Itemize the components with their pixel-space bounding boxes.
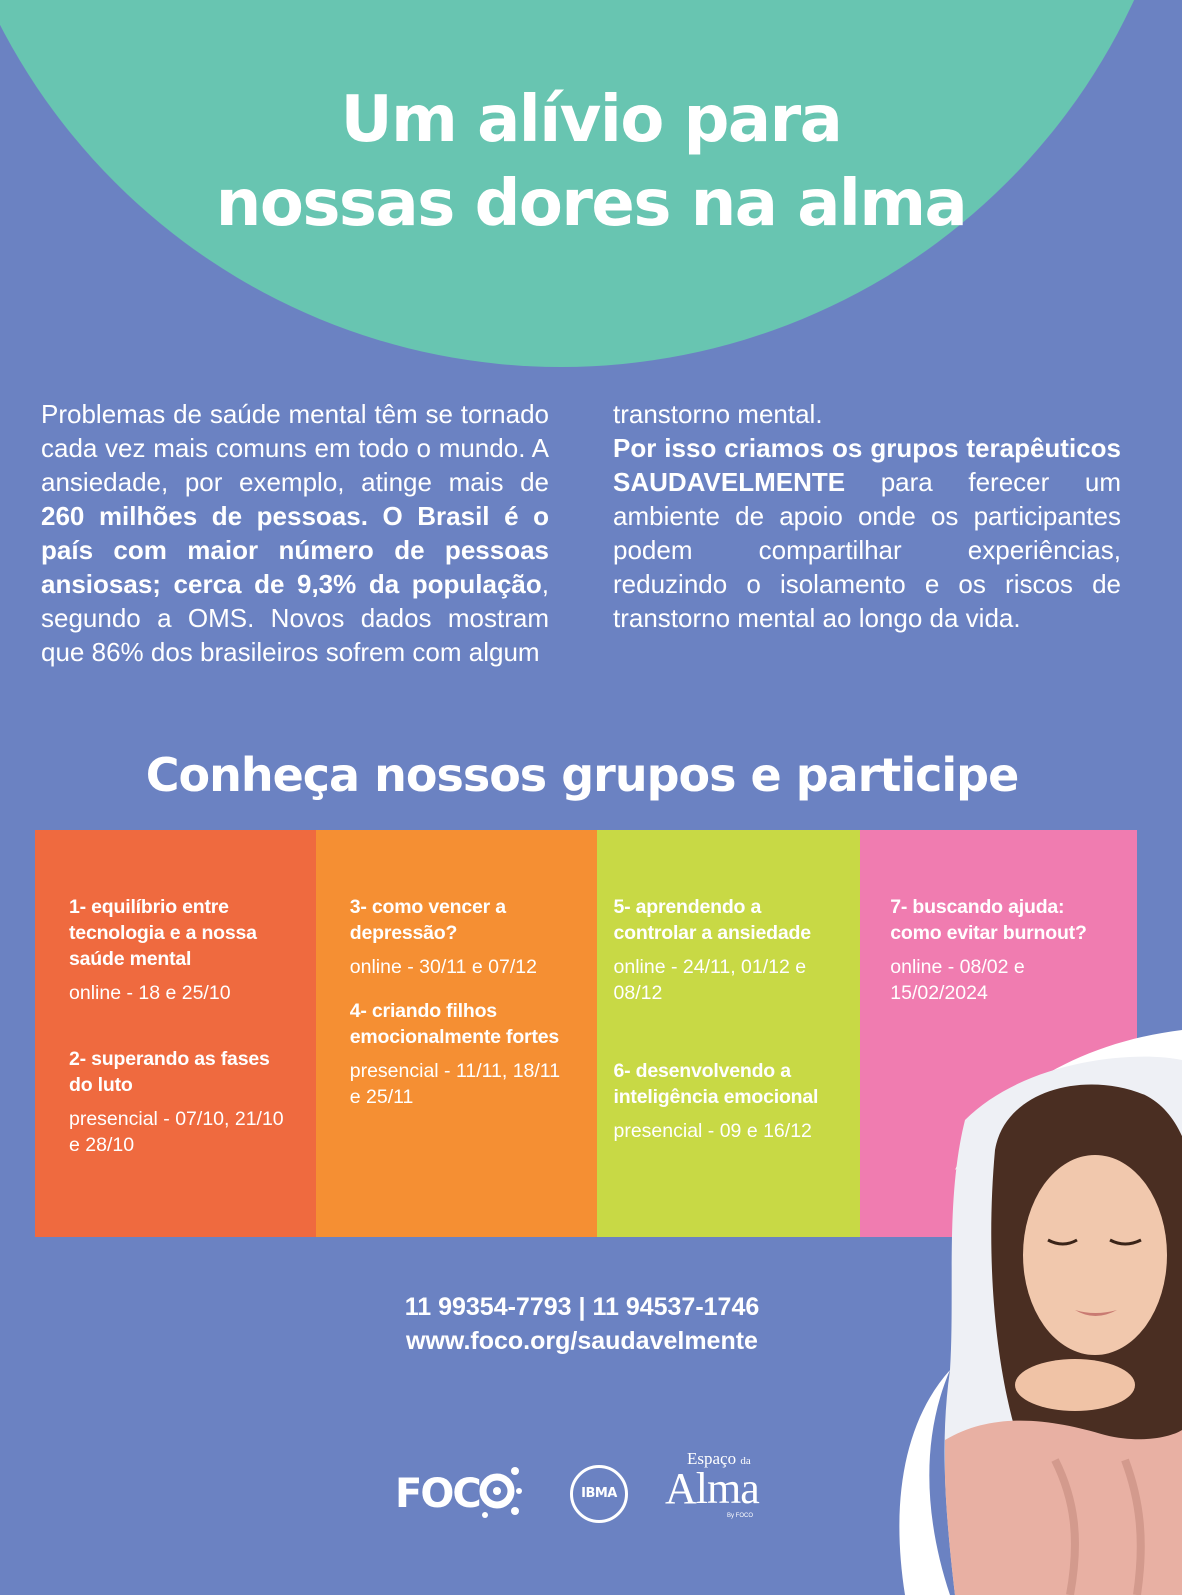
alma-logo-by: By FOCO: [727, 1513, 754, 1519]
group-item[interactable]: [350, 894, 573, 980]
alma-logo-main: Alma: [665, 1464, 759, 1513]
intro-left-column: [41, 397, 549, 669]
group-column-2: [316, 830, 597, 1237]
group-item[interactable]: [69, 894, 292, 1006]
group-date: presencial - 09 e 16/12: [613, 1120, 812, 1142]
espaco-da-alma-logo: [665, 1445, 775, 1525]
contact-info: [0, 1290, 1164, 1358]
group-item[interactable]: [614, 894, 837, 1006]
group-name: 3- como vencer a depressão?: [349, 896, 506, 944]
group-name: 6- desenvolvendo a inteligência emocional: [613, 1060, 819, 1108]
phone-numbers[interactable]: 11 99354-7793 | 11 94537-1746: [404, 1293, 760, 1321]
section-title: Conheça nossos grupos e participe: [145, 748, 1019, 802]
page-title: [0, 78, 1182, 246]
group-column-1: [35, 830, 316, 1237]
intro-left-bold: 260 milhões de pessoas. O Brasil é o país com maior número de pessoas ansiosas; cerca de 9,3% da população: [41, 501, 549, 599]
group-date: online - 24/11, 01/12 e 08/12: [613, 956, 807, 1004]
website-link[interactable]: www.foco.org/saudavelmente: [406, 1327, 758, 1355]
group-item[interactable]: [350, 998, 573, 1110]
intro-left-text-1: Problemas de saúde mental têm se tornado cada vez mais comuns em todo o mundo. A ansiedade, por exemplo, atinge mais de: [41, 399, 549, 497]
intro-right-text-1: transtorno mental.: [613, 399, 823, 429]
foco-logo-mark-icon: [475, 1461, 525, 1521]
title-line-1: Um alívio para: [340, 83, 842, 157]
group-name: 2- superando as fases do luto: [69, 1048, 270, 1096]
group-item[interactable]: [614, 1058, 837, 1144]
group-date: online - 18 e 25/10: [69, 982, 231, 1004]
intro-right-bold: Por isso criamos os grupos terapêuticos SAUDAVELMENTE: [613, 433, 1121, 497]
group-date: online - 08/02 e 15/02/2024: [890, 956, 1025, 1004]
title-line-2: nossas dores na alma: [215, 167, 967, 241]
group-column-3: [597, 830, 861, 1237]
group-name: 7- buscando ajuda: como evitar burnout?: [890, 896, 1087, 944]
group-name: 1- equilíbrio entre tecnologia e a nossa saúde mental: [69, 896, 257, 970]
group-date: online - 30/11 e 07/12: [349, 956, 537, 978]
group-date: presencial - 07/10, 21/10 e 28/10: [69, 1108, 284, 1156]
group-name: 4- criando filhos emocionalmente fortes: [349, 1000, 560, 1048]
intro-right-column: [613, 397, 1121, 635]
intro-left-text-2: , segundo a OMS. Novos dados mostram que 86% dos brasileiros sofrem com algum: [41, 569, 549, 667]
foco-logo: FOC: [395, 1471, 480, 1517]
intro-right-text-2: para ferecer um ambiente de apoio onde os participantes podem compartilhar experiências, reduzindo o isolamento e os riscos de transtorno mental ao longo da vida.: [613, 467, 1121, 633]
group-item[interactable]: [69, 1046, 292, 1158]
ibma-logo: IBMA: [570, 1465, 628, 1523]
group-item[interactable]: [890, 894, 1113, 1006]
alma-logo-top: Espaço da: [687, 1449, 751, 1468]
group-date: presencial - 11/11, 18/11 e 25/11: [349, 1060, 561, 1108]
group-name: 5- aprendendo a controlar a ansiedade: [613, 896, 811, 944]
